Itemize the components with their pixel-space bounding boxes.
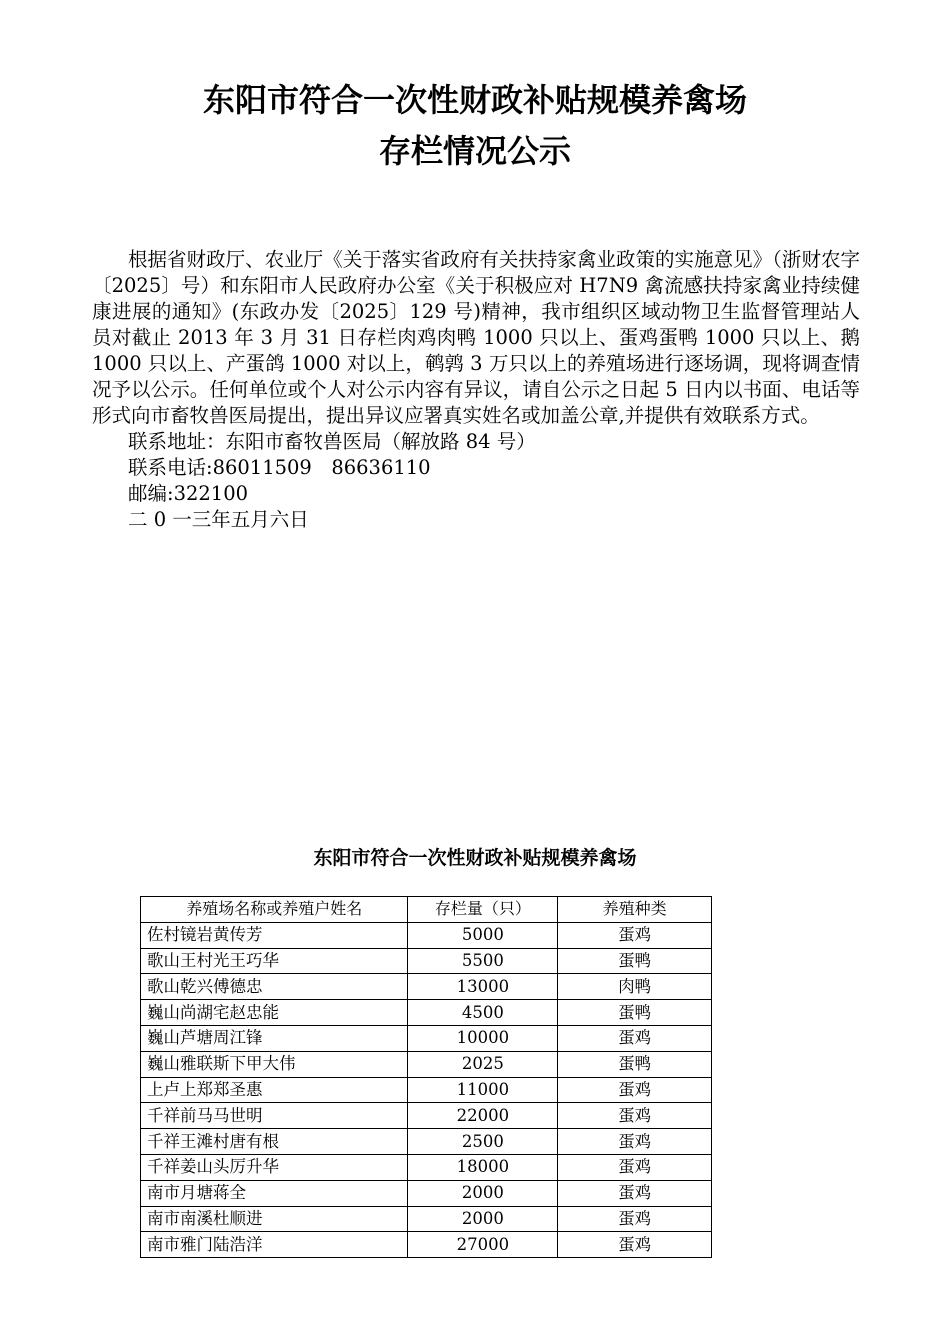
header-breed-type: 养殖种类 bbox=[558, 897, 712, 923]
table-row bbox=[141, 1103, 712, 1129]
table-row bbox=[141, 1129, 712, 1155]
stock-count-cell: 22000 bbox=[408, 1103, 558, 1129]
farm-name-cell: 巍山尚湖宅赵忠能 bbox=[141, 1000, 408, 1026]
table-row bbox=[141, 1077, 712, 1103]
stock-count-cell: 10000 bbox=[408, 1025, 558, 1051]
stock-count-cell: 2500 bbox=[408, 1129, 558, 1155]
header-farm-name: 养殖场名称或养殖户姓名 bbox=[141, 897, 408, 923]
breed-type-cell: 蛋鸡 bbox=[558, 1154, 712, 1180]
stock-count-cell: 13000 bbox=[408, 974, 558, 1000]
table-row bbox=[141, 1025, 712, 1051]
header-stock-count: 存栏量（只） bbox=[408, 897, 558, 923]
farm-name-cell: 千祥前马马世明 bbox=[141, 1103, 408, 1129]
notice-date: 二 0 一三年五月六日 bbox=[128, 508, 309, 531]
breed-type-cell: 蛋鸭 bbox=[558, 948, 712, 974]
table-row bbox=[141, 1180, 712, 1206]
farm-name-cell: 巍山芦塘周江锋 bbox=[141, 1025, 408, 1051]
table-row bbox=[141, 1232, 712, 1258]
stock-count-cell: 11000 bbox=[408, 1077, 558, 1103]
stock-count-cell: 5500 bbox=[408, 948, 558, 974]
table-row bbox=[141, 922, 712, 948]
table-row bbox=[141, 1154, 712, 1180]
farm-table bbox=[140, 896, 712, 1258]
notice-body bbox=[92, 247, 860, 533]
stock-count-cell: 2025 bbox=[408, 1051, 558, 1077]
farm-name-cell: 南市南溪杜顺进 bbox=[141, 1206, 408, 1232]
breed-type-cell: 蛋鸡 bbox=[558, 1180, 712, 1206]
table-row bbox=[141, 1206, 712, 1232]
postcode: 邮编:322100 bbox=[128, 482, 249, 505]
table-row bbox=[141, 948, 712, 974]
breed-type-cell: 蛋鸡 bbox=[558, 1103, 712, 1129]
stock-count-cell: 2000 bbox=[408, 1206, 558, 1232]
breed-type-cell: 蛋鸡 bbox=[558, 1232, 712, 1258]
contact-phone: 联系电话:86011509 86636110 bbox=[128, 456, 431, 479]
breed-type-cell: 蛋鸡 bbox=[558, 1129, 712, 1155]
table-header-row bbox=[141, 897, 712, 923]
breed-type-cell: 蛋鸡 bbox=[558, 1206, 712, 1232]
breed-type-cell: 蛋鸡 bbox=[558, 1025, 712, 1051]
table-title: 东阳市符合一次性财政补贴规模养禽场 bbox=[313, 847, 637, 869]
farm-name-cell: 千祥王滩村唐有根 bbox=[141, 1129, 408, 1155]
breed-type-cell: 蛋鸡 bbox=[558, 922, 712, 948]
page-subtitle: 存栏情况公示 bbox=[378, 132, 571, 170]
farm-name-cell: 歌山王村光王巧华 bbox=[141, 948, 408, 974]
page-title: 东阳市符合一次性财政补贴规模养禽场 bbox=[202, 81, 747, 119]
breed-type-cell: 肉鸭 bbox=[558, 974, 712, 1000]
farm-name-cell: 南市月塘蒋全 bbox=[141, 1180, 408, 1206]
table-row bbox=[141, 974, 712, 1000]
contact-address: 联系地址：东阳市畜牧兽医局（解放路 84 号） bbox=[128, 430, 536, 453]
stock-count-cell: 27000 bbox=[408, 1232, 558, 1258]
farm-name-cell: 歌山乾兴傅德忠 bbox=[141, 974, 408, 1000]
farm-name-cell: 上卢上郑郑圣惠 bbox=[141, 1077, 408, 1103]
breed-type-cell: 蛋鸭 bbox=[558, 1000, 712, 1026]
stock-count-cell: 2000 bbox=[408, 1180, 558, 1206]
table-row bbox=[141, 1051, 712, 1077]
notice-paragraph: 根据省财政厅、农业厅《关于落实省政府有关扶持家禽业政策的实施意见》（浙财农字〔2025〕号）和东阳市人民政府办公室《关于积极应对 H7N9 禽流感扶持家禽业持续健康进展的通知》(东政办发〔2025〕129 号)精神，我市组织区域动物卫生监督管理站人员对截止 2013 年 3 月 31 日存栏肉鸡肉鸭 1000 只以上、蛋鸡蛋鸭 1000 只以上、鹅 1000 只以上、产蛋鸽 1000 对以上，鹌鹑 3 万只以上的养殖场进行逐场调，现将调查情况予以公示。任何单位或个人对公示内容有异议，请自公示之日起 5 日内以书面、电话等形式向市畜牧兽医局提出，提出异议应署真实姓名或加盖公章,并提供有效联系方式。 bbox=[92, 248, 860, 427]
stock-count-cell: 18000 bbox=[408, 1154, 558, 1180]
farm-name-cell: 巍山雅联斯下甲大伟 bbox=[141, 1051, 408, 1077]
farm-name-cell: 佐村镜岩黄传芳 bbox=[141, 922, 408, 948]
breed-type-cell: 蛋鸡 bbox=[558, 1077, 712, 1103]
stock-count-cell: 4500 bbox=[408, 1000, 558, 1026]
farm-name-cell: 千祥姜山头厉升华 bbox=[141, 1154, 408, 1180]
breed-type-cell: 蛋鸭 bbox=[558, 1051, 712, 1077]
stock-count-cell: 5000 bbox=[408, 922, 558, 948]
table-row bbox=[141, 1000, 712, 1026]
farm-name-cell: 南市雅门陆浩洋 bbox=[141, 1232, 408, 1258]
